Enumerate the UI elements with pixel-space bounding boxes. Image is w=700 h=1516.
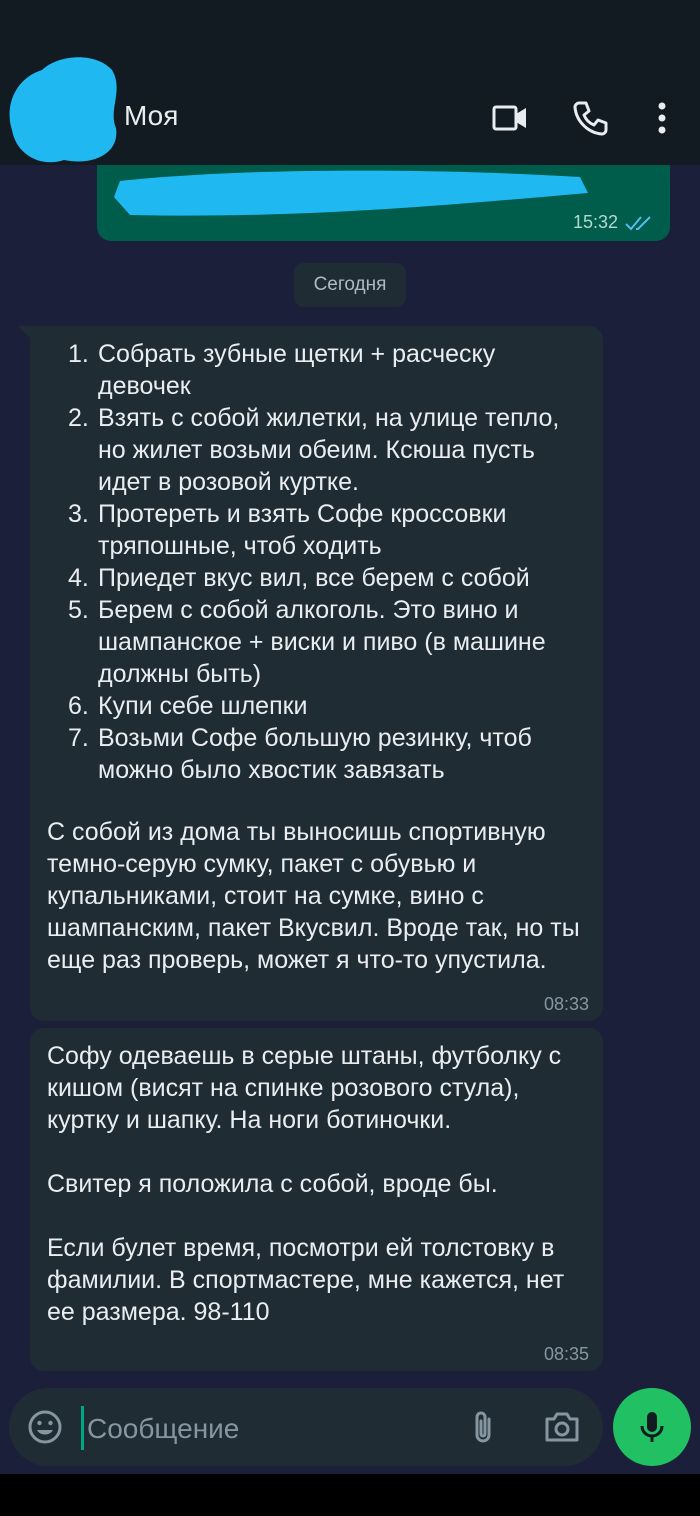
message-text: С собой из дома ты выносишь спортивную темно-серую сумку, пакет с обувью и купальниками, стоит на сумке, вино с шампанским, пакет Вкусвил. Вроде так, но ты еще раз проверь, может я что-то упустила. <box>47 818 580 974</box>
phone-icon[interactable] <box>571 98 611 138</box>
list-item: 7. Возьми Софе большую резинку, чтоб можно было хвостик завязать <box>68 724 532 784</box>
camera-icon[interactable] <box>542 1407 582 1447</box>
date-separator: Сегодня <box>294 263 406 307</box>
list-item: 3. Протереть и взять Софе кроссовки тряпошные, чтоб ходить <box>68 500 507 560</box>
list-item: 1. Собрать зубные щетки + расческу девочек <box>68 340 496 400</box>
read-receipt-icon <box>624 214 654 232</box>
message-time: 08:33 <box>543 994 589 1014</box>
contact-avatar[interactable] <box>4 50 119 165</box>
message-time: 08:35 <box>543 1344 589 1364</box>
voice-record-button[interactable] <box>613 1388 691 1466</box>
redaction-scribble <box>110 163 590 225</box>
list-item: 6. Купи себе шлепки <box>68 692 308 720</box>
emoji-icon[interactable] <box>25 1407 65 1447</box>
video-call-icon[interactable] <box>490 98 530 138</box>
chat-header <box>0 0 700 165</box>
incoming-message[interactable] <box>30 326 603 1021</box>
contact-name[interactable]: Моя <box>124 100 179 131</box>
more-options-icon[interactable] <box>642 98 682 138</box>
incoming-message[interactable] <box>30 1028 603 1371</box>
text-cursor <box>81 1406 84 1450</box>
list-item: 4. Приедет вкус вил, все берем с собой <box>68 564 530 592</box>
checklist <box>68 338 588 786</box>
system-navigation-bar <box>0 1474 700 1516</box>
message-input[interactable] <box>85 1408 469 1450</box>
message-text: Софу одеваешь в серые штаны, футболку с кишом (висят на спинке розового стула), куртку и шапку. На ноги ботиночки. Свитер я положила с собой, вроде бы. Если булет время, посмотри ей толстовку в фамилии. В спортмастере, мне кажется, нет ее размера. 98-110 <box>47 1042 565 1326</box>
attach-icon[interactable] <box>463 1407 503 1447</box>
list-item: 2. Взять с собой жилетки, на улице тепло, но жилет возьми обеим. Ксюша пусть идет в розовой куртке. <box>68 404 560 496</box>
message-time: 15:32 <box>572 212 618 232</box>
mic-icon <box>632 1407 672 1447</box>
message-composer <box>9 1388 603 1466</box>
list-item: 5. Берем с собой алкоголь. Это вино и шампанское + виски и пиво (в машине должны быть) <box>68 596 546 688</box>
